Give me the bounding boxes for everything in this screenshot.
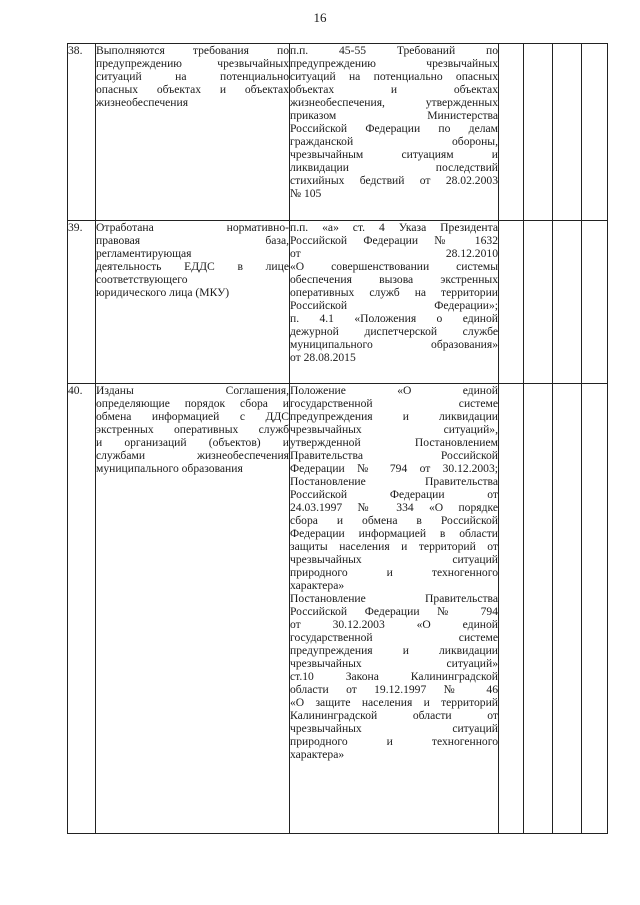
reference-cell-line: дежурной диспетчерской службе <box>290 325 498 338</box>
reference-cell-line: от 30.12.2003 «О единой <box>290 618 498 631</box>
task-cell <box>96 44 290 221</box>
reference-cell-line: Российской Федерации»; <box>290 299 498 312</box>
task-cell-line: Выполняются требования по <box>96 44 289 57</box>
empty-cell <box>553 44 582 221</box>
task-cell-line: регламентирующая <box>96 247 192 260</box>
task-cell <box>96 384 290 834</box>
reference-cell-line: гражданской обороны, <box>290 135 498 148</box>
task-cell-line: жизнеобеспечения <box>96 96 189 109</box>
empty-cell <box>499 384 524 834</box>
reference-cell-line: приказом Министерства <box>290 109 498 122</box>
reference-cell-line: сбора и обмена в Российской <box>290 514 498 527</box>
table-row <box>68 384 608 834</box>
empty-cell <box>524 221 553 384</box>
empty-cell <box>553 384 582 834</box>
reference-cell <box>290 44 499 221</box>
reference-cell-line: природного и техногенного <box>290 566 498 579</box>
row-number: 40. <box>68 384 96 834</box>
reference-cell-line: Федерации информацией в области <box>290 527 498 540</box>
reference-cell-line: государственной системе <box>290 631 498 644</box>
reference-cell-line: государственной системе <box>290 397 498 410</box>
reference-cell-line: Российской Федерации по делам <box>290 122 498 135</box>
reference-cell-line: Федерации № 794 от 30.12.2003; <box>290 462 498 475</box>
reference-cell-line: утвержденной Постановлением <box>290 436 498 449</box>
reference-cell-line: от 28.12.2010 <box>290 247 498 260</box>
task-cell <box>96 221 290 384</box>
reference-cell-line: «О совершенствовании системы <box>290 260 498 273</box>
reference-cell-line: № 105 <box>290 187 322 200</box>
task-cell-line: ситуаций на потенциально <box>96 70 289 83</box>
reference-cell-line: Правительства Российской <box>290 449 498 462</box>
reference-cell-line: объектах и объектах <box>290 83 498 96</box>
reference-cell-line: ликвидации последствий <box>290 161 498 174</box>
task-cell-line: и организаций (объектов) и <box>96 436 289 449</box>
reference-cell-line: Российской Федерации № 794 <box>290 605 498 618</box>
reference-cell-line: предупреждения и ликвидации <box>290 410 498 423</box>
task-cell-line: обмена информацией с ДДС <box>96 410 289 423</box>
reference-cell-line: чрезвычайных ситуаций <box>290 722 498 735</box>
reference-cell-line: Российской Федерации от <box>290 488 498 501</box>
empty-cell <box>524 44 553 221</box>
reference-cell-line: Калининградской области от <box>290 709 498 722</box>
reference-cell-line: Постановление Правительства <box>290 592 498 605</box>
task-cell-line: определяющие порядок сбора и <box>96 397 289 410</box>
reference-cell-line: обеспечения вызова экстренных <box>290 273 498 286</box>
empty-cell <box>553 221 582 384</box>
reference-cell-line: чрезвычайных ситуаций», <box>290 423 498 436</box>
table-row <box>68 44 608 221</box>
reference-cell-line: муниципального образования» <box>290 338 498 351</box>
reference-cell-line: характера» <box>290 748 345 761</box>
empty-cell <box>582 221 608 384</box>
reference-cell-line: Российской Федерации № 1632 <box>290 234 498 247</box>
empty-cell <box>499 44 524 221</box>
reference-cell-line: стихийных бедствий от 28.02.2003 <box>290 174 498 187</box>
empty-cell <box>524 384 553 834</box>
reference-cell-line: оперативных служб на территории <box>290 286 498 299</box>
row-number: 39. <box>68 221 96 384</box>
reference-cell-line: жизнеобеспечения, утвержденных <box>290 96 498 109</box>
reference-cell-line: ст.10 Закона Калининградской <box>290 670 498 683</box>
empty-cell <box>582 44 608 221</box>
empty-cell <box>582 384 608 834</box>
reference-cell-line: Постановление Правительства <box>290 475 498 488</box>
reference-cell-line: чрезвычайным ситуациям и <box>290 148 498 161</box>
task-cell-line: службами жизнеобеспечения <box>96 449 289 462</box>
task-cell-line: соответствующего <box>96 273 188 286</box>
task-cell-line: опасных объектах и объектах <box>96 83 289 96</box>
task-cell-line: Отработана нормативно- <box>96 221 289 234</box>
reference-cell-line: ситуаций на потенциально опасных <box>290 70 498 83</box>
reference-cell-line: от 28.08.2015 <box>290 351 356 364</box>
reference-cell-line: области от 19.12.1997 № 46 <box>290 683 498 696</box>
reference-cell <box>290 384 499 834</box>
task-cell-line: экстренных оперативных служб <box>96 423 289 436</box>
reference-cell-line: чрезвычайных ситуаций» <box>290 657 498 670</box>
reference-cell-line: природного и техногенного <box>290 735 498 748</box>
reference-cell-line: предупреждения и ликвидации <box>290 644 498 657</box>
reference-cell-line: 24.03.1997 № 334 «О порядке <box>290 501 498 514</box>
reference-cell-line: защиты населения и территорий от <box>290 540 498 553</box>
task-cell-line: деятельность ЕДДС в лице <box>96 260 289 273</box>
reference-cell <box>290 221 499 384</box>
task-cell-line: предупреждению чрезвычайных <box>96 57 289 70</box>
table-row <box>68 221 608 384</box>
reference-cell-line: «О защите населения и территорий <box>290 696 498 709</box>
reference-cell-line: Положение «О единой <box>290 384 498 397</box>
task-cell-line: юридического лица (МКУ) <box>96 286 230 299</box>
page-number: 16 <box>313 10 327 25</box>
reference-cell-line: предупреждению чрезвычайных <box>290 57 498 70</box>
reference-cell-line: п. 4.1 «Положения о единой <box>290 312 498 325</box>
reference-cell-line: п.п. «а» ст. 4 Указа Президента <box>290 221 498 234</box>
reference-cell-line: чрезвычайных ситуаций <box>290 553 498 566</box>
task-cell-line: муниципального образования <box>96 462 243 475</box>
task-cell-line: Изданы Соглашения, <box>96 384 289 397</box>
requirements-table <box>67 43 608 834</box>
reference-cell-line: характера» <box>290 579 345 592</box>
row-number: 38. <box>68 44 96 221</box>
task-cell-line: правовая база, <box>96 234 289 247</box>
reference-cell-line: п.п. 45-55 Требований по <box>290 44 498 57</box>
empty-cell <box>499 221 524 384</box>
